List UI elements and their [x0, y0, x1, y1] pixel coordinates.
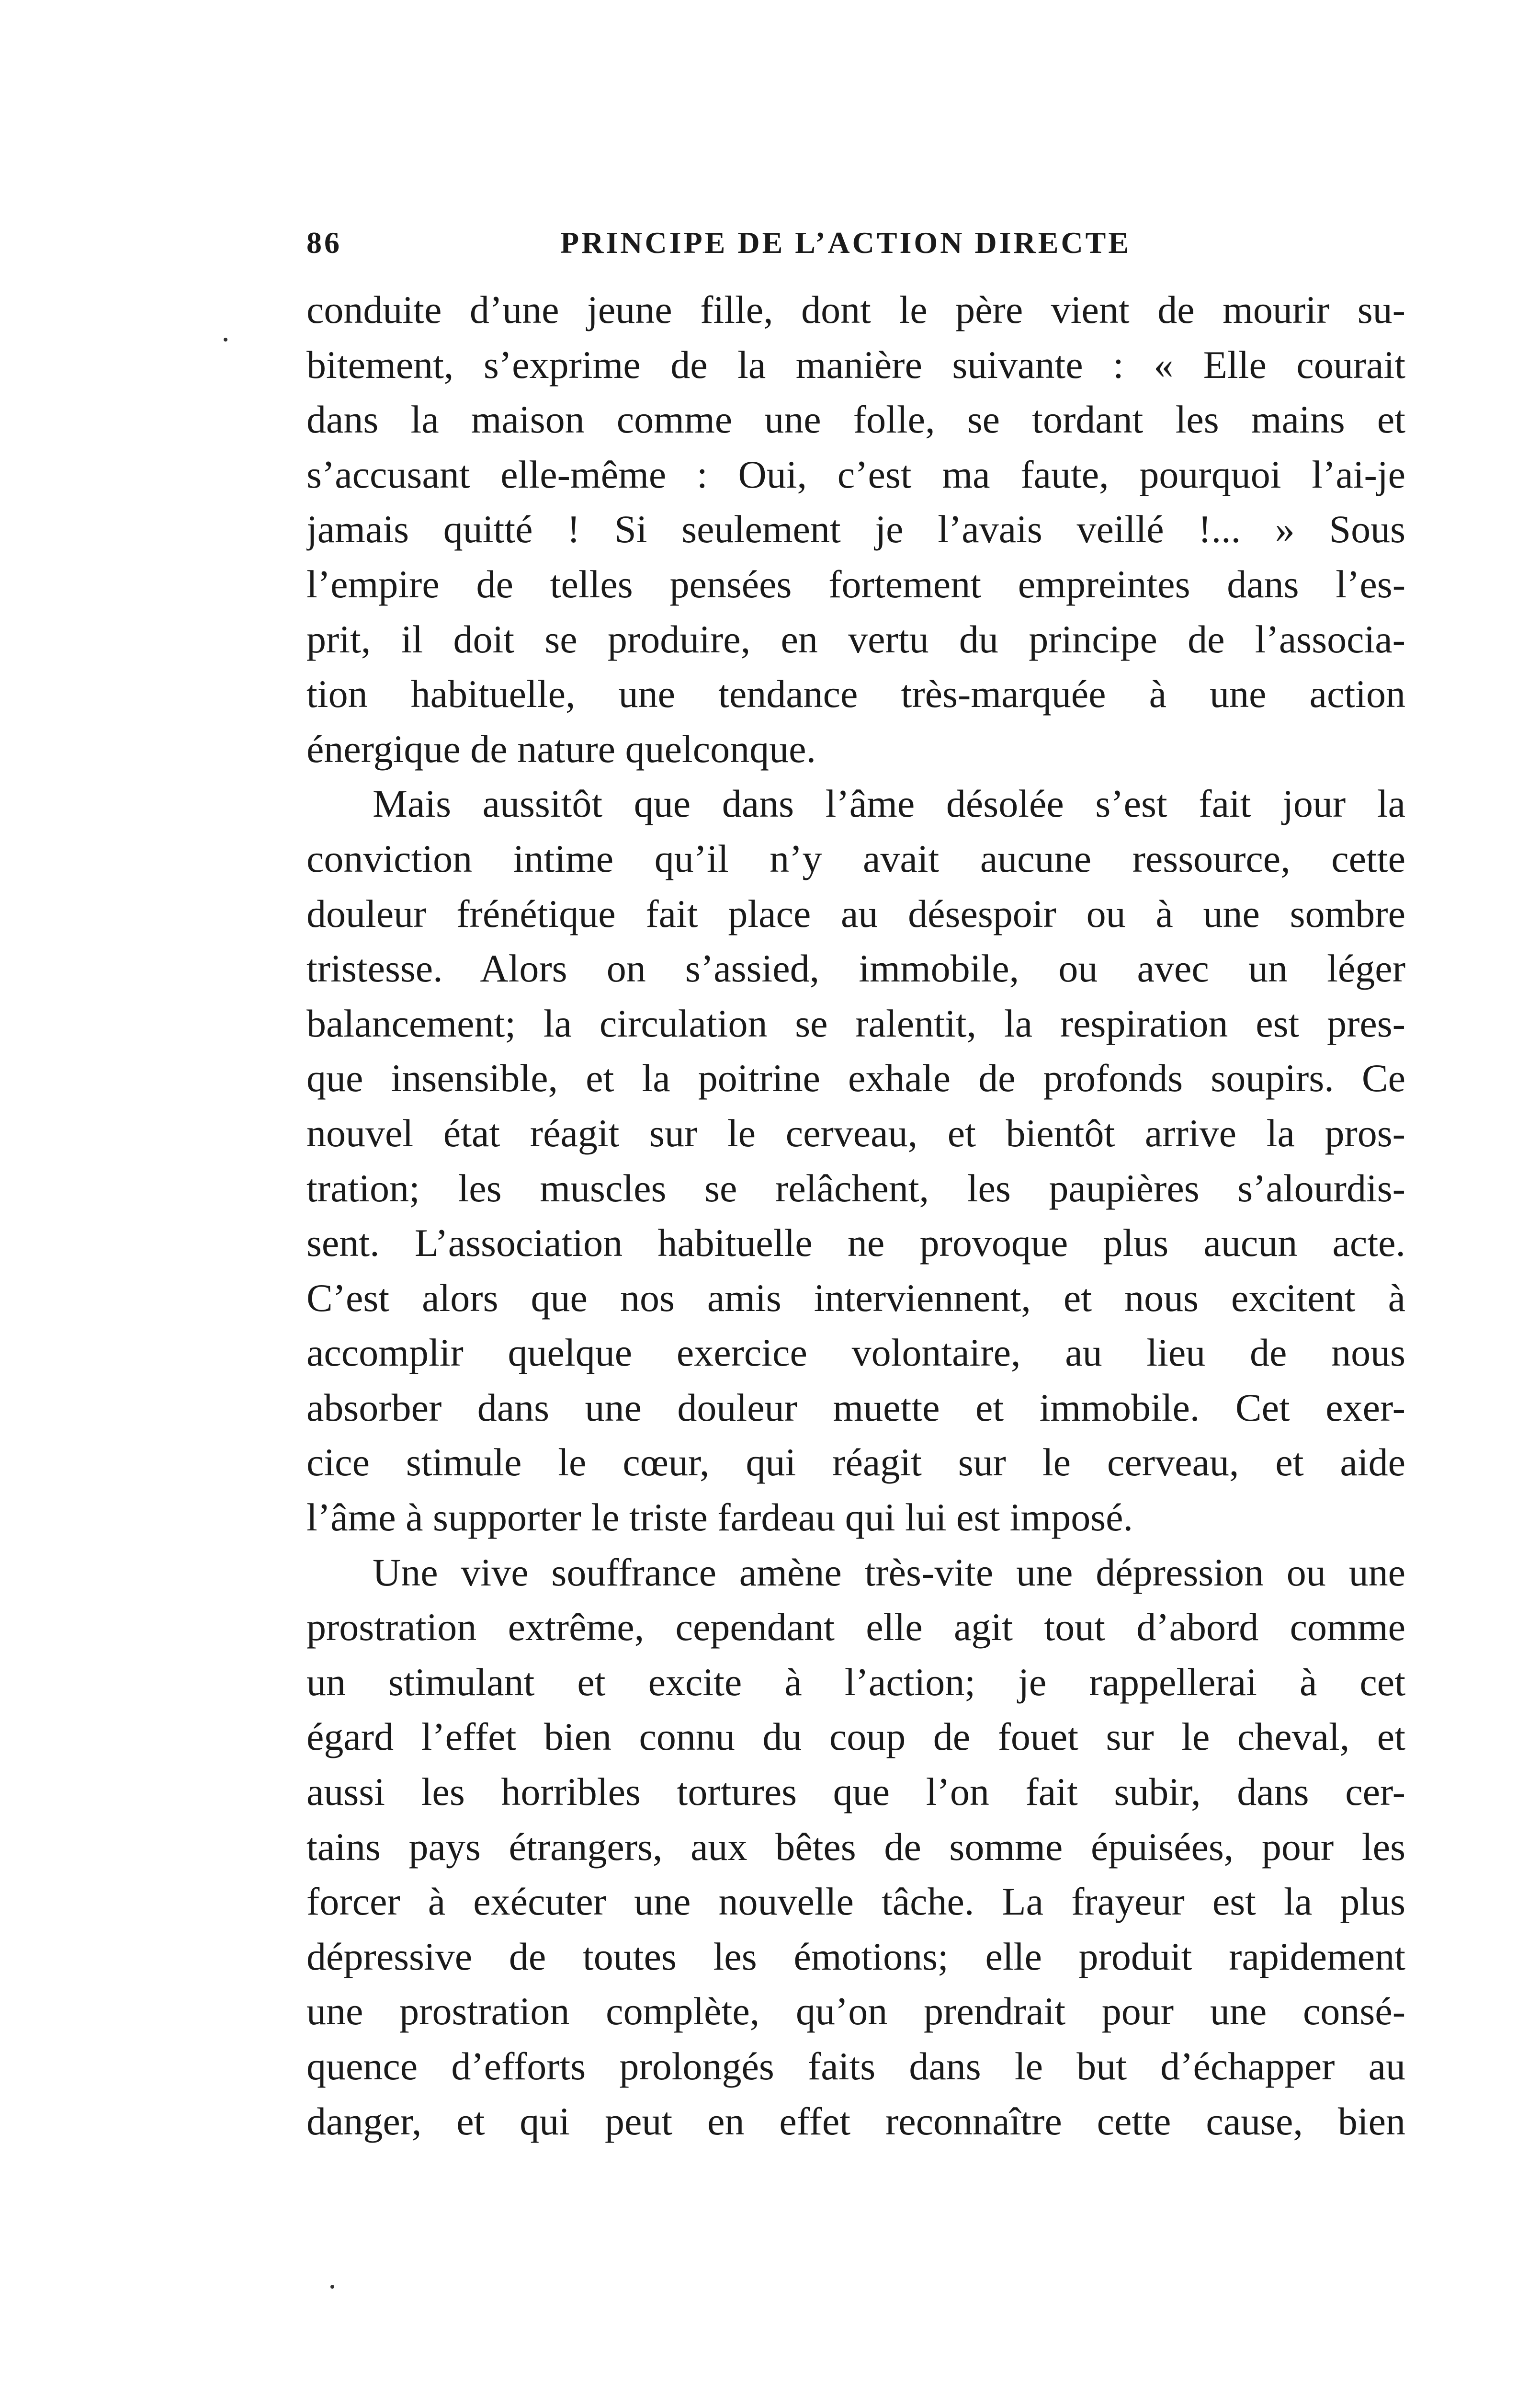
running-title: PRINCIPE DE L’ACTION DIRECTE [560, 226, 1132, 260]
scan-speck [224, 338, 227, 342]
body-text [306, 283, 1405, 2149]
text-line: prit, il doit se produire, en vertu du principe de l’associa- [306, 617, 1405, 661]
text-line: danger, et qui peut en effet reconnaître cette cause, bien [306, 2099, 1405, 2143]
text-line: égard l’effet bien connu du coup de fouet sur le cheval, et [306, 1715, 1405, 1759]
text-line: un stimulant et excite à l’action; je rappellerai à cet [306, 1660, 1405, 1704]
paragraph-last-line: énergique de nature quelconque. [306, 727, 816, 771]
text-line: forcer à exécuter une nouvelle tâche. La frayeur est la plus [306, 1880, 1405, 1924]
text-line: tration; les muscles se relâchent, les paupières s’alourdis- [306, 1166, 1405, 1210]
text-line: dépressive de toutes les émotions; elle produit rapidement [306, 1934, 1405, 1978]
paragraph-first-line: Une vive souffrance amène très-vite une dépression ou une [373, 1550, 1405, 1594]
text-line: conduite d’une jeune fille, dont le père vient de mourir su- [306, 288, 1405, 331]
text-line: C’est alors que nos amis interviennent, et nous excitent à [306, 1276, 1405, 1320]
text-line: sent. L’association habituelle ne provoque plus aucun acte. [306, 1221, 1405, 1265]
text-line: tains pays étrangers, aux bêtes de somme épuisées, pour les [306, 1825, 1405, 1869]
text-line: douleur frénétique fait place au désespoir ou à une sombre [306, 891, 1405, 935]
text-line: accomplir quelque exercice volontaire, au lieu de nous [306, 1331, 1405, 1375]
text-line: tristesse. Alors on s’assied, immobile, ou avec un léger [306, 947, 1405, 991]
text-line: jamais quitté ! Si seulement je l’avais veillé !... » Sous [306, 507, 1405, 551]
text-line: une prostration complète, qu’on prendrait pour une consé- [306, 1989, 1405, 2033]
text-line: absorber dans une douleur muette et immobile. Cet exer- [306, 1385, 1405, 1429]
text-line: dans la maison comme une folle, se tordant les mains et [306, 398, 1405, 442]
text-line: nouvel état réagit sur le cerveau, et bientôt arrive la pros- [306, 1111, 1405, 1155]
text-line: aussi les horribles tortures que l’on fait subir, dans cer- [306, 1770, 1405, 1814]
running-head [306, 225, 1405, 263]
page-number: 86 [306, 226, 342, 260]
paragraph-first-line: Mais aussitôt que dans l’âme désolée s’est fait jour la [373, 782, 1405, 826]
text-line: quence d’efforts prolongés faits dans le but d’échapper au [306, 2044, 1405, 2088]
text-line: prostration extrême, cependant elle agit tout d’abord comme [306, 1605, 1405, 1649]
text-line: l’empire de telles pensées fortement empreintes dans l’es- [306, 562, 1405, 606]
text-line: cice stimule le cœur, qui réagit sur le cerveau, et aide [306, 1440, 1405, 1484]
text-line: tion habituelle, une tendance très-marquée à une action [306, 672, 1405, 716]
text-line: s’accusant elle-même : Oui, c’est ma faute, pourquoi l’ai-je [306, 452, 1405, 496]
scan-speck [330, 2285, 334, 2289]
paragraph-last-line: l’âme à supporter le triste fardeau qui lui est imposé. [306, 1495, 1133, 1540]
text-line: conviction intime qu’il n’y avait aucune ressource, cette [306, 836, 1405, 880]
text-line: que insensible, et la poitrine exhale de profonds soupirs. Ce [306, 1056, 1405, 1100]
text-line: bitement, s’exprime de la manière suivante : « Elle courait [306, 342, 1405, 387]
text-line: balancement; la circulation se ralentit, la respiration est pres- [306, 1001, 1405, 1045]
